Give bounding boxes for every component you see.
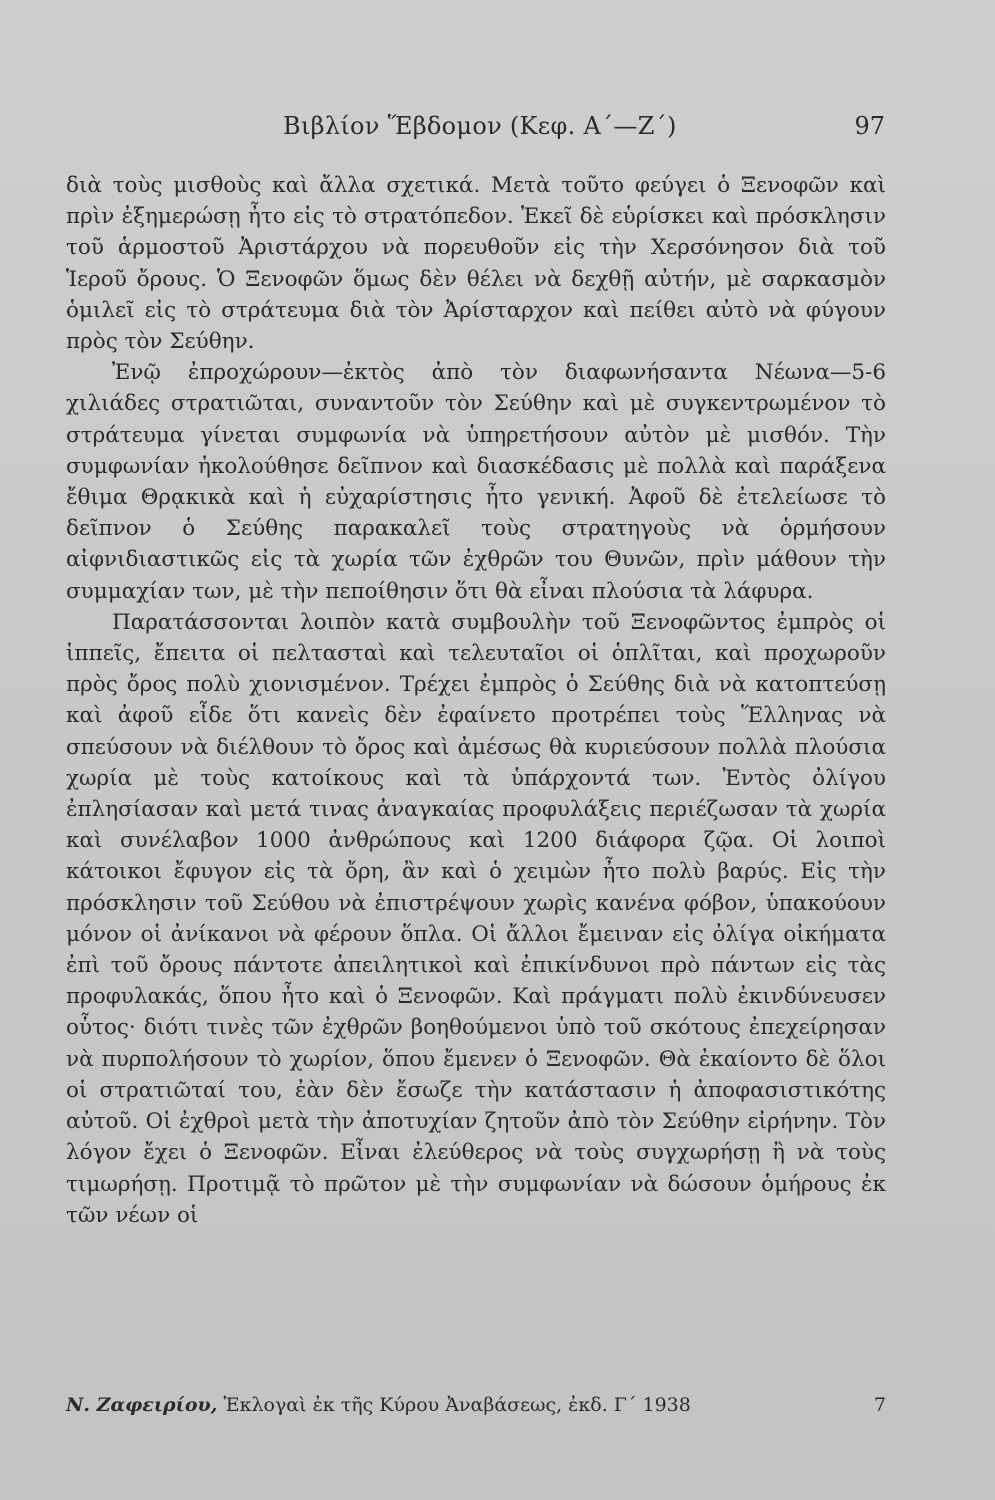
main-text [66, 170, 886, 1231]
paragraph: Παρατάσσονται λοιπὸν κατὰ συμβουλὴν τοῦ Ξενοφῶντος ἐμπρὸς οἱ ἱππεῖς, ἔπειτα οἱ πελτασταὶ καὶ τελευταῖοι οἱ ὁπλῖται, καὶ προχωροῦν πρὸς ὄρος πολὺ χιονισμένον. Τρέχει ἐμπρὸς ὁ Σεύθης διὰ νὰ κατοπτεύσῃ καὶ ἀφοῦ εἶδε ὅτι κανεὶς δὲν ἐφαίνετο προτρέπει τοὺς Ἕλληνας νὰ σπεύσουν νὰ διέλθουν τὸ ὄρος καὶ ἀμέσως θὰ κυριεύσουν πολλὰ πλούσια χωρία μὲ τοὺς κατοίκους καὶ τὰ ὑπάρχοντά των. Ἐντὸς ὀλίγου ἐπλησίασαν καὶ μετά τινας ἀναγκαίας προφυλάξεις περιέζωσαν τὰ χωρία καὶ συνέλαβον 1000 ἀνθρώπους καὶ 1200 διάφορα ζῷα. Οἱ λοιποὶ κάτοικοι ἔφυγον εἰς τὰ ὄρη, ἂν καὶ ὁ χειμὼν ἦτο πολὺ βαρύς. Εἰς τὴν πρόσκλησιν τοῦ Σεύθου νὰ ἐπιστρέψουν χωρὶς κανένα φόβον, ὑπακούουν μόνον οἱ ἀνίκανοι νὰ φέρουν ὅπλα. Οἱ ἄλλοι ἔμειναν εἰς ὀλίγα οἰκήματα ἐπὶ τοῦ ὄρους πάντοτε ἀπειλητικοὶ καὶ ἐπικίνδυνοι πρὸ πάντων εἰς τὰς προφυλακάς, ὅπου ἦτο καὶ ὁ Ξενοφῶν. Καὶ πράγματι πολὺ ἐκινδύνευσεν οὗτος· διότι τινὲς τῶν ἐχθρῶν βοηθούμενοι ὑπὸ τοῦ σκότους ἐπεχείρησαν νὰ πυρπολήσουν τὸ χωρίον, ὅπου ἔμενεν ὁ Ξενοφῶν. Θὰ ἐκαίοντο δὲ ὅλοι οἱ στρατιῶταί του, ἐὰν δὲν ἔσωζε τὴν κατάστασιν ἡ ἀποφασιστικότης αὐτοῦ. Οἱ ἐχθροὶ μετὰ τὴν ἀποτυχίαν ζητοῦν ἀπὸ τὸν Σεύθην εἰρήνην. Τὸν λόγον ἔχει ὁ Ξενοφῶν. Εἶναι ἐλεύθερος νὰ τοὺς συγχωρήσῃ ἢ νὰ τοὺς τιμωρήσῃ. Προτιμᾷ τὸ πρῶτον μὲ τὴν συμφωνίαν νὰ δώσουν ὁμήρους ἐκ τῶν νέων οἱ [66, 609, 886, 1228]
footer-citation: Ἐκλογαὶ ἐκ τῆς Κύρου Ἀναβάσεως, ἐκδ. Γ΄ 1938 [223, 1394, 691, 1416]
page-number: 97 [854, 112, 885, 140]
page-footer [66, 1394, 886, 1424]
paragraph: Ἐνῷ ἐπροχώρουν—ἐκτὸς ἀπὸ τὸν διαφωνήσαντα Νέωνα—5-6 χιλιάδες στρατιῶται, συναντοῦν τὸν Σεύθην καὶ μὲ συγκεντρωμένον τὸ στράτευμα γίνεται συμφωνία νὰ ὑπηρετήσουν αὐτὸν μὲ μισθόν. Τὴν συμφωνίαν ἠκολούθησε δεῖπνον καὶ διασκέδασις μὲ πολλὰ καὶ παράξενα ἔθιμα Θρᾳκικὰ καὶ ἡ εὐχαρίστησις ἦτο γενική. Ἀφοῦ δὲ ἐτελείωσε τὸ δεῖπνον ὁ Σεύθης παρακαλεῖ τοὺς στρατηγοὺς νὰ ὁρμήσουν αἰφνιδιαστικῶς εἰς τὰ χωρία τῶν ἐχθρῶν του Θυνῶν, πρὶν μάθουν τὴν συμμαχίαν των, μὲ τὴν πεποίθησιν ὅτι θὰ εἶναι πλούσια τὰ λάφυρα. [66, 360, 886, 604]
paragraph: διὰ τοὺς μισθοὺς καὶ ἄλλα σχετικά. Μετὰ τοῦτο φεύγει ὁ Ξενοφῶν καὶ πρὶν ἐξημερώσῃ ἦτο εἰς τὸ στρατόπεδον. Ἐκεῖ δὲ εὑρίσκει καὶ πρόσκλησιν τοῦ ἁρμοστοῦ Ἀριστάρχου νὰ πορευθοῦν εἰς τὴν Χερσόνησον διὰ τοῦ Ἱεροῦ ὄρους. Ὁ Ξενοφῶν ὅμως δὲν θέλει νὰ δεχθῇ αὐτήν, μὲ σαρκασμὸν ὁμιλεῖ εἰς τὸ στράτευμα διὰ τὸν Ἀρίσταρχον καὶ πείθει αὐτὸ νὰ φύγουν πρὸς τὸν Σεύθην. [66, 173, 886, 355]
signature-mark: 7 [873, 1394, 886, 1416]
running-header [0, 112, 995, 148]
footer-author: Ν. Ζαφειρίου, [66, 1394, 218, 1416]
running-head-title: Βιβλίον Ἕβδομον (Κεφ. Α΄—Ζ΄) [283, 112, 677, 140]
